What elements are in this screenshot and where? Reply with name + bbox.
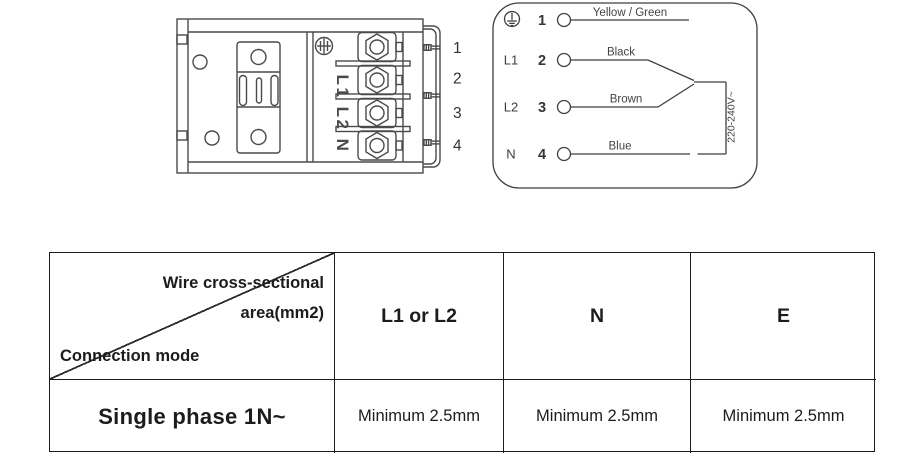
schematic-label-l2: L2 [503, 99, 519, 115]
ground-screw-icon [316, 38, 333, 55]
corner-header-line1: Wire cross-sectional [162, 274, 324, 292]
terminal-block-drawing [177, 19, 441, 173]
row-header-single-phase: Single phase 1N~ [50, 379, 334, 453]
wire-terminal-1 [558, 14, 571, 27]
table-corner-cell [50, 253, 334, 379]
value-n: Minimum 2.5mm [503, 379, 690, 453]
block-body [177, 19, 423, 173]
terminal-number-4: 4 [453, 137, 462, 155]
schematic-label-l1: L1 [503, 52, 519, 68]
corner-row-header: Connection mode [60, 347, 200, 365]
terminal-number-2: 2 [453, 70, 462, 88]
column-header-n: N [503, 253, 690, 379]
wire-spec-table [49, 252, 875, 452]
wire-color-blue: Blue [608, 140, 632, 153]
schematic-number-1: 1 [537, 12, 547, 29]
schematic-number-4: 4 [537, 146, 547, 163]
wiring-diagrams [0, 0, 923, 215]
terminal-number-1: 1 [453, 40, 462, 57]
corner-header [163, 275, 324, 321]
wire-terminal-4 [558, 148, 571, 161]
terminal-number-3: 3 [453, 105, 462, 122]
value-e: Minimum 2.5mm [690, 379, 876, 453]
column-header-e: E [690, 253, 876, 379]
schematic-number-2: 2 [537, 52, 547, 69]
corner-header-line2: area(mm2) [240, 303, 324, 322]
voltage-label: 220-240V~ [725, 91, 738, 143]
schematic-number-3: 3 [537, 99, 547, 116]
schematic-label-n: N [506, 146, 516, 162]
wire-terminal-3 [558, 101, 571, 114]
terminal-panel-label: L1 L2 N [333, 74, 352, 154]
wire-lines [571, 20, 727, 154]
wire-color-black: Black [606, 46, 636, 59]
column-header-l1-or-l2: L1 or L2 [334, 253, 503, 379]
value-l1-or-l2: Minimum 2.5mm [334, 379, 503, 453]
earth-icon [505, 12, 520, 27]
wire-color-brown: Brown [609, 93, 643, 106]
wire-terminal-2 [558, 54, 571, 67]
wire-color-yellow-green: Yellow / Green [592, 7, 668, 19]
